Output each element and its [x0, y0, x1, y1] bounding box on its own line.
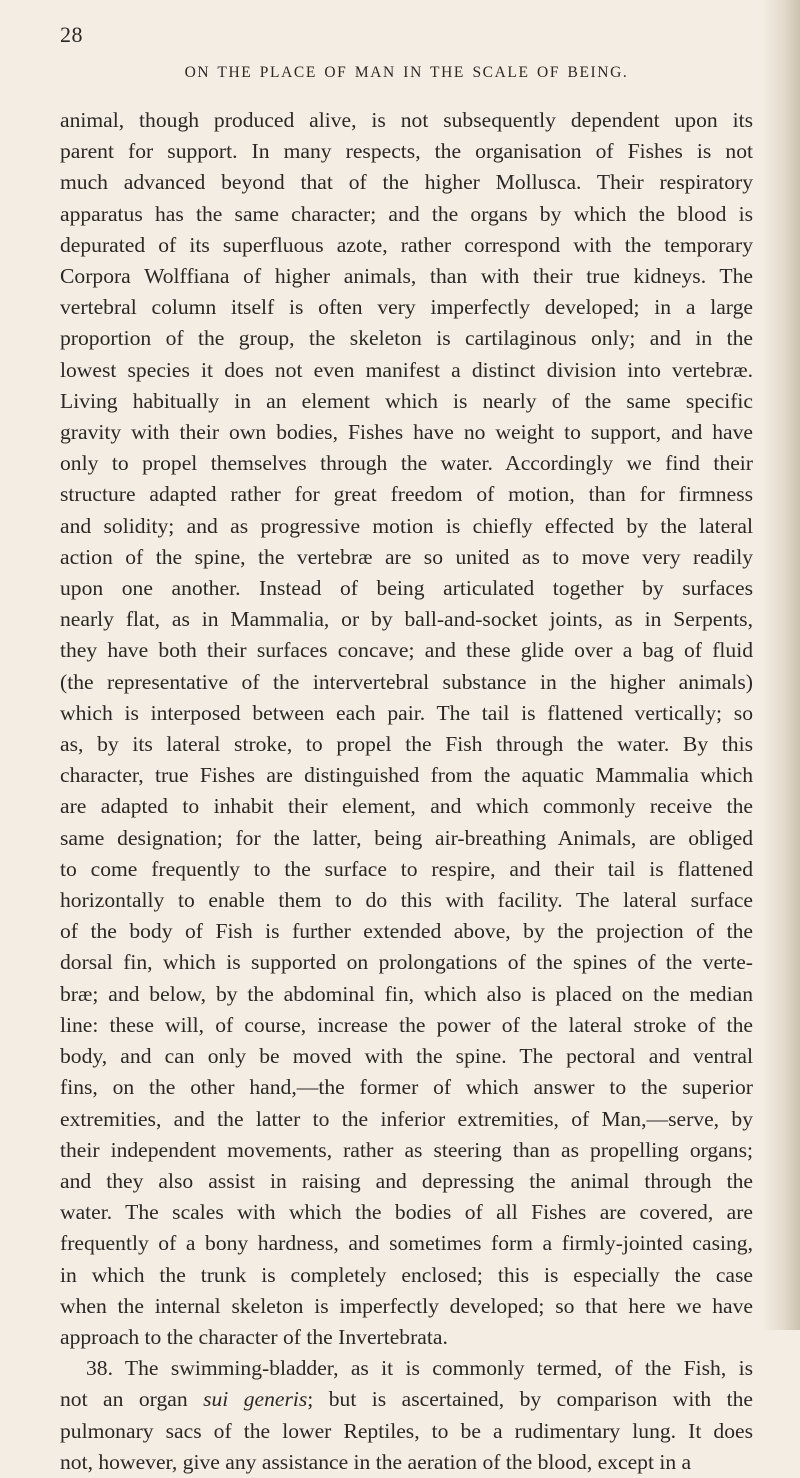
text-line: character, true Fishes are distinguished from the aquatic Mammalia which — [60, 763, 753, 788]
text-line: depurated of its superfluous azote, rather correspond with the temporary — [60, 232, 753, 257]
text-line: they have both their surfaces concave; and these glide over a bag of fluid — [60, 638, 753, 663]
text-line: line: these will, of course, increase the power of the lateral stroke of the — [60, 1012, 753, 1037]
line-text: not an organ — [60, 1387, 204, 1412]
body-text — [60, 105, 753, 1478]
text-line: only to propel themselves through the water. Accordingly we find their — [60, 451, 753, 476]
page-edge-shadow — [762, 0, 800, 1330]
text-line: water. The scales with which the bodies of all Fishes are covered, are — [60, 1200, 753, 1225]
text-line: (the representative of the intervertebral substance in the higher animals) — [60, 669, 753, 694]
book-page — [60, 22, 753, 1478]
text-line: vertebral column itself is often very imperfectly developed; in a large — [60, 295, 753, 320]
text-line: their independent movements, rather as steering than as propelling organs; — [60, 1137, 753, 1162]
text-line: structure adapted rather for great freedom of motion, than for firmness — [60, 482, 753, 507]
italic-phrase: sui generis — [203, 1387, 308, 1412]
text-line: fins, on the other hand,—the former of which answer to the superior — [60, 1075, 753, 1100]
text-line: same designation; for the latter, being air-breathing Animals, are obliged — [60, 825, 753, 850]
text-line: not, however, give any assistance in the aeration of the blood, except in a — [60, 1449, 692, 1474]
text-line: of the body of Fish is further extended above, by the projection of the — [60, 919, 753, 944]
page-number: 28 — [60, 22, 83, 47]
text-line: animal, though produced alive, is not subsequently dependent upon its — [60, 108, 753, 132]
text-line: Living habitually in an element which is nearly of the same specific — [60, 388, 753, 413]
paragraph-swimming-bladder — [60, 1353, 753, 1478]
text-line: lowest species it does not even manifest a distinct division into vertebræ. — [60, 357, 753, 382]
text-line: pulmonary sacs of the lower Reptiles, to be a rudimentary lung. It does — [60, 1418, 753, 1443]
running-title: ON THE PLACE OF MAN IN THE SCALE OF BEING. — [184, 64, 629, 81]
text-line: when the internal skeleton is imperfectly developed; so that here we have — [60, 1293, 753, 1318]
text-line: and they also assist in raising and depressing the animal through the — [60, 1168, 753, 1193]
text-line: proportion of the group, the skeleton is cartilaginous only; and in the — [60, 326, 753, 351]
text-line: and solidity; and as progressive motion is chiefly effected by the lateral — [60, 513, 753, 538]
text-line: which is interposed between each pair. The tail is flattened vertically; so — [60, 700, 753, 725]
text-line: dorsal fin, which is supported on prolongations of the spines of the verte- — [60, 950, 753, 975]
text-line: as, by its lateral stroke, to propel the Fish through the water. By this — [60, 732, 753, 757]
line-text: 38. The swimming-bladder, as it is commonly termed, of the Fish, is — [86, 1356, 753, 1381]
text-line: upon one another. Instead of being articulated together by surfaces — [60, 576, 753, 601]
text-line: body, and can only be moved with the spine. The pectoral and ventral — [60, 1044, 753, 1069]
text-line: bræ; and below, by the abdominal fin, which also is placed on the median — [60, 981, 753, 1006]
line-text: ; but is ascertained, by comparison with the — [307, 1387, 753, 1412]
text-line: action of the spine, the vertebræ are so united as to move very readily — [60, 544, 753, 569]
text-line — [60, 1353, 753, 1384]
paragraph-fishes-organisation — [60, 105, 753, 1353]
text-line: to come frequently to the surface to respire, and their tail is flattened — [60, 856, 753, 881]
text-line: are adapted to inhabit their element, and which commonly receive the — [60, 794, 753, 819]
text-line: approach to the character of the Invertebrata. — [60, 1324, 448, 1349]
text-line: apparatus has the same character; and the organs by which the blood is — [60, 201, 753, 226]
text-line: Corpora Wolffiana of higher animals, than with their true kidneys. The — [60, 264, 753, 289]
text-line: gravity with their own bodies, Fishes have no weight to support, and have — [60, 420, 753, 445]
running-head — [60, 22, 753, 81]
text-line: frequently of a bony hardness, and sometimes form a firmly-jointed casing, — [60, 1231, 753, 1256]
text-line: in which the trunk is completely enclosed; this is especially the case — [60, 1262, 753, 1287]
text-line: much advanced beyond that of the higher Mollusca. Their respiratory — [60, 170, 753, 195]
text-line: nearly flat, as in Mammalia, or by ball-and-socket joints, as in Serpents, — [60, 607, 753, 632]
text-line — [60, 1384, 753, 1415]
text-line: horizontally to enable them to do this with facility. The lateral surface — [60, 888, 753, 913]
text-line: parent for support. In many respects, the organisation of Fishes is not — [60, 139, 753, 164]
text-line: extremities, and the latter to the inferior extremities, of Man,—serve, by — [60, 1106, 753, 1131]
